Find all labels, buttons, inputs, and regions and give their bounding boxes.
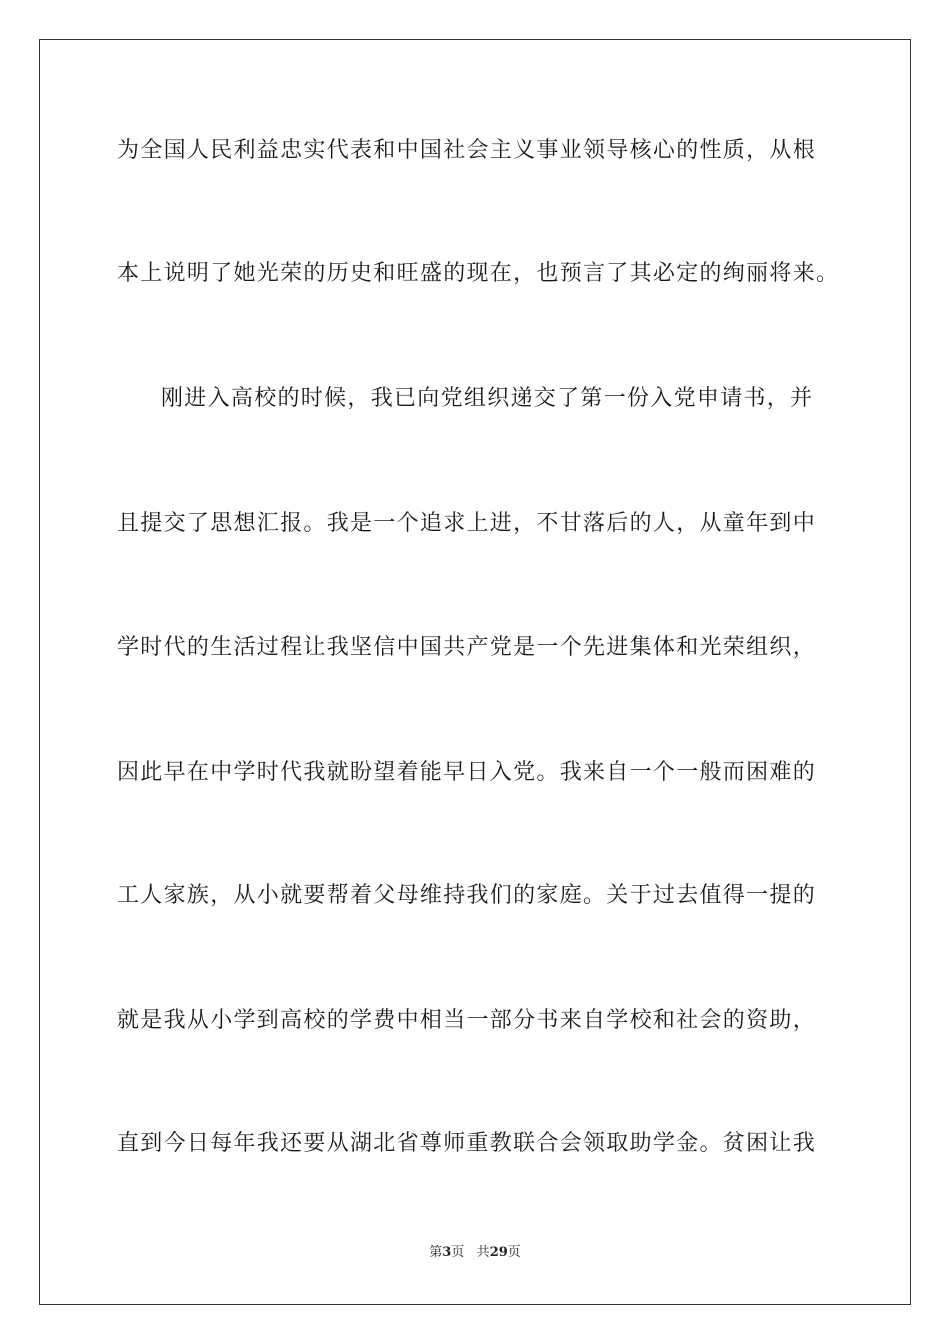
page-suffix: 页 [451,1245,465,1260]
total-pages: 29 [489,1245,508,1260]
text-line-9: 直到今日每年我还要从湖北省尊师重教联合会领取助学金。贫困让我 [117,1131,817,1156]
text-line-8: 就是我从小学到高校的学费中相当一部分书来自学校和社会的资助， [117,1008,817,1033]
page-prefix: 第 [429,1245,443,1260]
text-line-3: 刚进入高校的时候，我已向党组织递交了第一份入党申请书，并 [161,386,814,411]
text-line-5: 学时代的生活过程让我坚信中国共产党是一个先进集体和光荣组织， [117,635,817,660]
page-border [39,39,911,1305]
total-suffix: 页 [507,1245,521,1260]
text-line-4: 且提交了思想汇报。我是一个追求上进，不甘落后的人，从童年到中 [117,511,817,536]
total-prefix: 共 [476,1245,490,1260]
text-line-2: 本上说明了她光荣的历史和旺盛的现在，也预言了其必定的绚丽将来。 [117,261,840,286]
text-line-6: 因此早在中学时代我就盼望着能早日入党。我来自一个一般而困难的 [117,760,817,785]
text-line-7: 工人家族，从小就要帮着父母维持我们的家庭。关于过去值得一提的 [117,883,817,908]
page-number: 3 [442,1245,452,1260]
page-footer [0,1245,950,1261]
text-line-1: 为全国人民利益忠实代表和中国社会主义事业领导核心的性质，从根 [117,138,817,163]
